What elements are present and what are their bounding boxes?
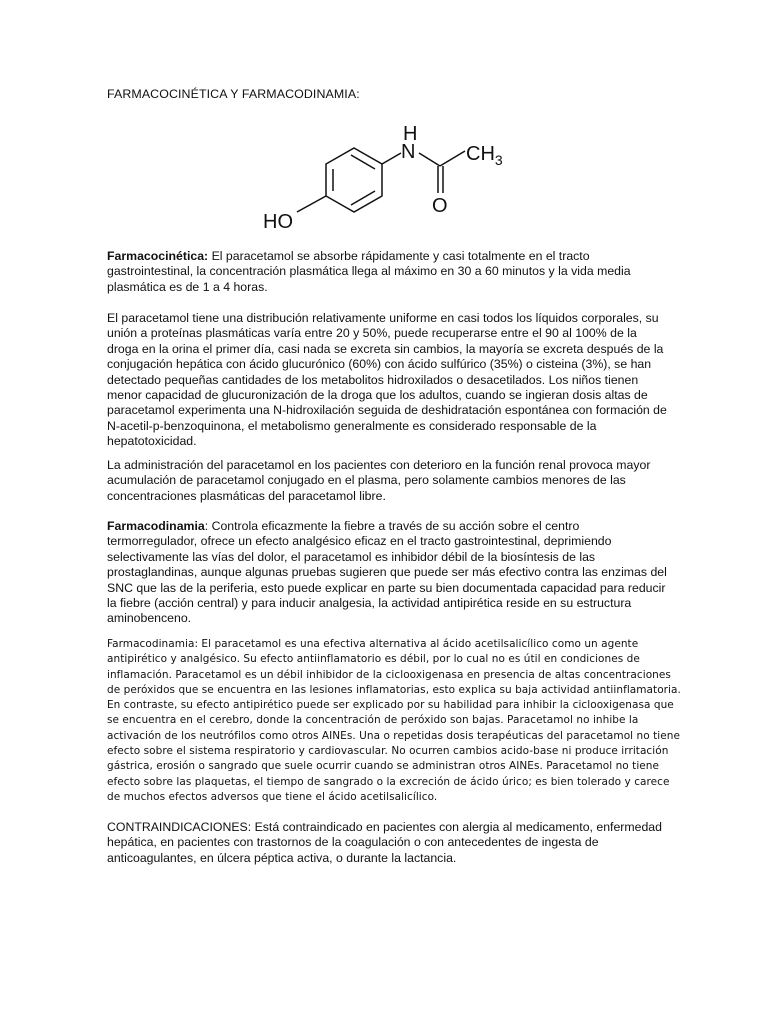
pharmacokinetics-paragraph: [107, 249, 667, 295]
pharmacokinetics-text: El paracetamol se absorbe rápidamente y casi totalmente en el tracto gastrointestinal, la concentración plasmática llega al máximo en 30 a 60 minutos y la vida media plasmática es de 1 a 4 horas.: [107, 249, 631, 294]
pharmacodynamics-text: : Controla eficazmente la fiebre a través de su acción sobre el centro termorregulador, ofrece un efecto analgésico eficaz en el tracto gastrointestinal, deprimiendo selectivamente las vías del dolor, el paracetamol es inhibidor débil de la biosíntesis de las prostaglandinas, aunque algunas pruebas sugieren que puede ser más efectivo contra las enzimas del SNC que las de la periferia, esto puede explicar en parte su bien documentada capacidad para reducir la fiebre (acción central) y para inducir analgesia, la actividad antipirética reside en su estructura aminobenceno.: [107, 519, 667, 626]
document-heading: FARMACOCINÉTICA Y FARMACODINAMIA:: [107, 87, 360, 101]
pharmacodynamics-paragraph: [107, 519, 667, 627]
amine-bond: [382, 153, 401, 164]
hydroxyl-bond: [297, 196, 326, 212]
structure-label-o: O: [432, 195, 448, 217]
methyl-bond: [440, 151, 465, 166]
paracetamol-structure-diagram: [255, 112, 515, 238]
structure-label-h: H: [403, 123, 418, 145]
pharmacokinetics-lead: Farmacocinética:: [107, 249, 209, 263]
pharmacodynamics-lead: Farmacodinamia: [107, 519, 205, 533]
renal-paragraph: La administración del paracetamol en los pacientes con deterioro en la función renal provoca mayor acumulación de paracetamol conjugado en el plasma, pero solamente cambios menores de las concentraciones plasmáticas del paracetamol libre.: [107, 458, 651, 503]
contraindications-paragraph: CONTRAINDICACIONES: Está contraindicado en pacientes con alergia al medicamento, enfermedad hepática, en pacientes con trastornos de la coagulación o con antecedentes de ingesta de anticoagulantes, en úlcera péptica activa, o durante la lactancia.: [107, 820, 662, 865]
amide-bond: [419, 153, 440, 166]
distribution-paragraph: El paracetamol tiene una distribución relativamente uniforme en casi todos los líquidos corporales, su unión a proteínas plasmáticas varía entre 20 y 50%, puede recuperarse entre el 90 al 100% de la droga en la orina el primer día, casi nada se excreta sin cambios, la mayoría se excreta después de la conjugación hepática con ácido glucurónico (60%) con ácido sulfúrico (35%) o cisteina (3%), se han detectado pequeñas cantidades de los metabolitos hidroxilados o desacetilados. Los niños tienen menor capacidad de glucuronización de la droga que los adultos, cuando se ingieran dosis altas de paracetamol experimenta una N-hidroxilación seguida de deshidratación espontánea con formación de N-acetil-p-benzoquinona, el metabolismo generalmente es considerado responsable de la hepatotoxicidad.: [107, 311, 667, 449]
structure-label-ho: HO: [263, 211, 293, 233]
structure-label-ch3: $CH_3$: [466, 143, 503, 168]
pharmacodynamics-detail-paragraph: Farmacodinamia: El paracetamol es una efectiva alternativa al ácido acetilsalicílico como un agente antipirético y analgésico. Su efecto antiinflamatorio es débil, por lo cual no es útil en condiciones de inflamación. Paracetamol es un débil inhibidor de la ciclooxigenasa en presencia de altas concentraciones de peróxidos que se encuentra en las lesiones inflamatorias, esto explica su baja actividad antiinflamatoria. En contraste, su efecto antipirético puede ser explicado por su habilidad para inhibir la ciclooxigenasa que se encuentra en el cerebro, donde la concentración de peróxido son bajas. Paracetamol no inhibe la activación de los neutrófilos como otros AINEs. Una o repetidas dosis terapéuticas del paracetamol no tiene efecto sobre el sistema respiratorio y cardiovascular. No ocurren cambios acido-base ni produce irritación gástrica, erosión o sangrado que suele ocurrir cuando se administran otros AINEs. Paracetamol no tiene efecto sobre las plaquetas, el tiempo de sangrado o la excreción de ácido úrico; es bien tolerado y carece de muchos efectos adversos que tiene el ácido acetilsalicílico.: [107, 638, 681, 803]
structure-label-n: N: [401, 141, 416, 163]
